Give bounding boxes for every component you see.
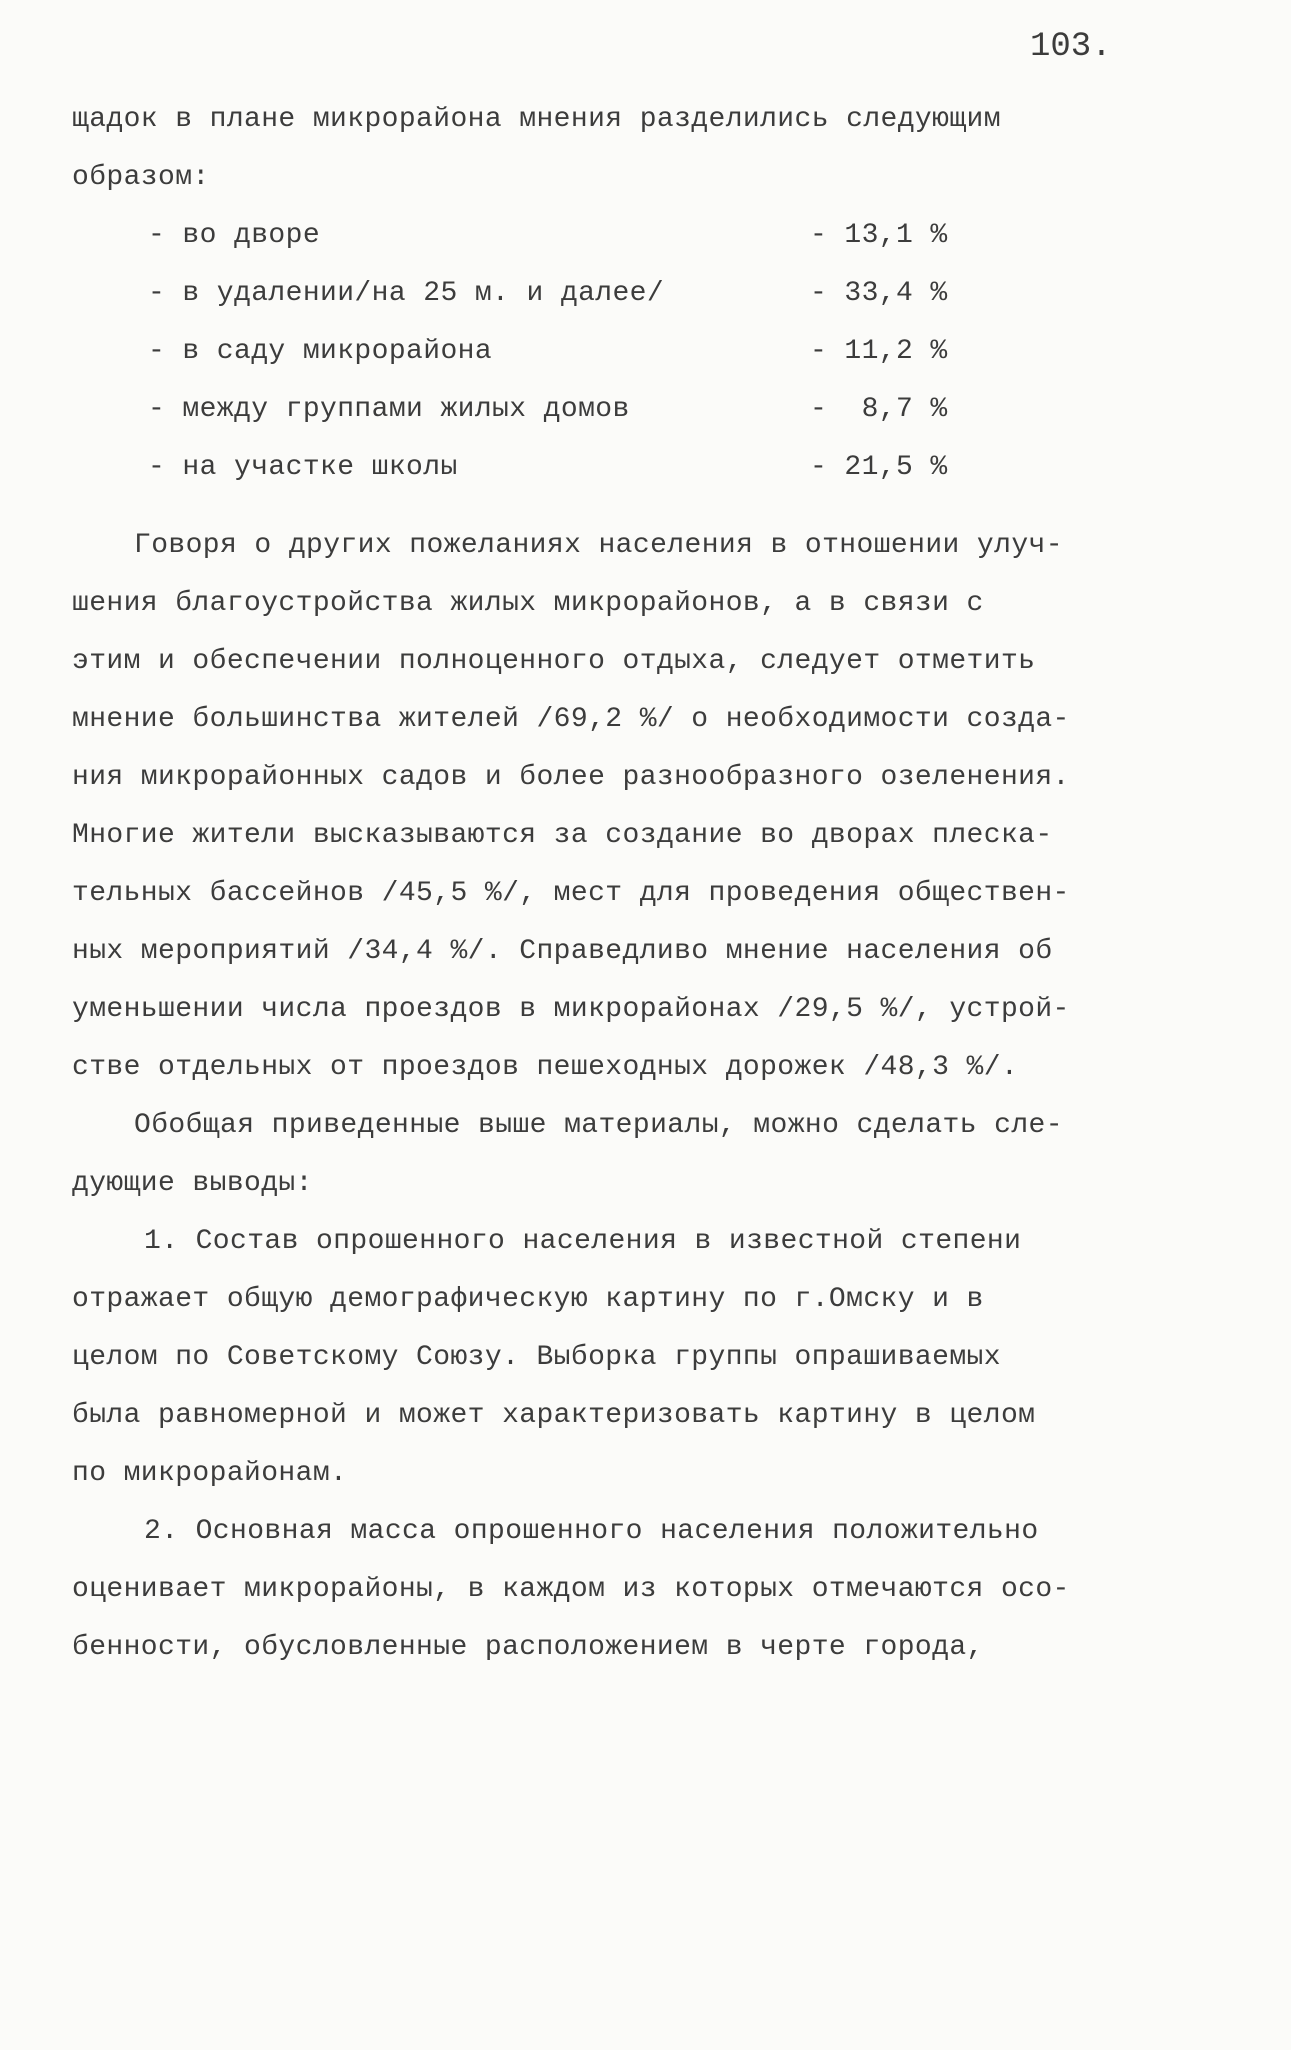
list-item-value: - 13,1 %: [810, 220, 948, 251]
list-item-label: - на участке школы: [148, 452, 458, 483]
paragraph-line: уменьшении числа проездов в микрорайонах /29,5 %/, устрой-: [72, 994, 1070, 1025]
paragraph-line: Обобщая приведенные выше материалы, можно сделать сле-: [134, 1110, 1063, 1141]
paragraph-line: была равномерной и может характеризовать картину в целом: [72, 1400, 1036, 1431]
list-item-value: - 8,7 %: [810, 394, 948, 425]
list-item-value: - 21,5 %: [810, 452, 948, 483]
paragraph-line: оценивает микрорайоны, в каждом из которых отмечаются осо-: [72, 1574, 1070, 1605]
paragraph-line: тельных бассейнов /45,5 %/, мест для проведения обществен-: [72, 878, 1070, 909]
paragraph-line: этим и обеспечении полноценного отдыха, следует отметить: [72, 646, 1036, 677]
list-item-label: - в саду микрорайона: [148, 336, 493, 367]
paragraph-line: 1. Состав опрошенного населения в известной степени: [144, 1226, 1022, 1257]
list-item-label: - в удалении/на 25 м. и далее/: [148, 278, 665, 309]
paragraph-line: Говоря о других пожеланиях населения в отношении улуч-: [134, 530, 1063, 561]
paragraph-line: шения благоустройства жилых микрорайонов, а в связи с: [72, 588, 984, 619]
intro-line: образом:: [72, 162, 210, 193]
list-item-value: - 33,4 %: [810, 278, 948, 309]
paragraph-line: ных мероприятий /34,4 %/. Справедливо мнение населения об: [72, 936, 1053, 967]
paragraph-line: дующие выводы:: [72, 1168, 313, 1199]
intro-line: щадок в плане микрорайона мнения разделились следующим: [72, 104, 1001, 135]
paragraph-line: Многие жители высказываются за создание во дворах плеска-: [72, 820, 1053, 851]
paragraph-line: ния микрорайонных садов и более разнообразного озеленения.: [72, 762, 1070, 793]
list-item-label: - между группами жилых домов: [148, 394, 630, 425]
paragraph-line: бенности, обусловленные расположением в черте города,: [72, 1632, 984, 1663]
paragraph-line: отражает общую демографическую картину по г.Омску и в: [72, 1284, 984, 1315]
list-item-value: - 11,2 %: [810, 336, 948, 367]
paragraph-line: по микрорайонам.: [72, 1458, 348, 1489]
paragraph-line: стве отдельных от проездов пешеходных дорожек /48,3 %/.: [72, 1052, 1019, 1083]
paragraph-line: целом по Советскому Союзу. Выборка группы опрашиваемых: [72, 1342, 1001, 1373]
paragraph-line: мнение большинства жителей /69,2 %/ о необходимости созда-: [72, 704, 1070, 735]
list-item-label: - во дворе: [148, 220, 321, 251]
paragraph-line: 2. Основная масса опрошенного населения положительно: [144, 1516, 1039, 1547]
page-number: 103.: [1030, 28, 1112, 66]
